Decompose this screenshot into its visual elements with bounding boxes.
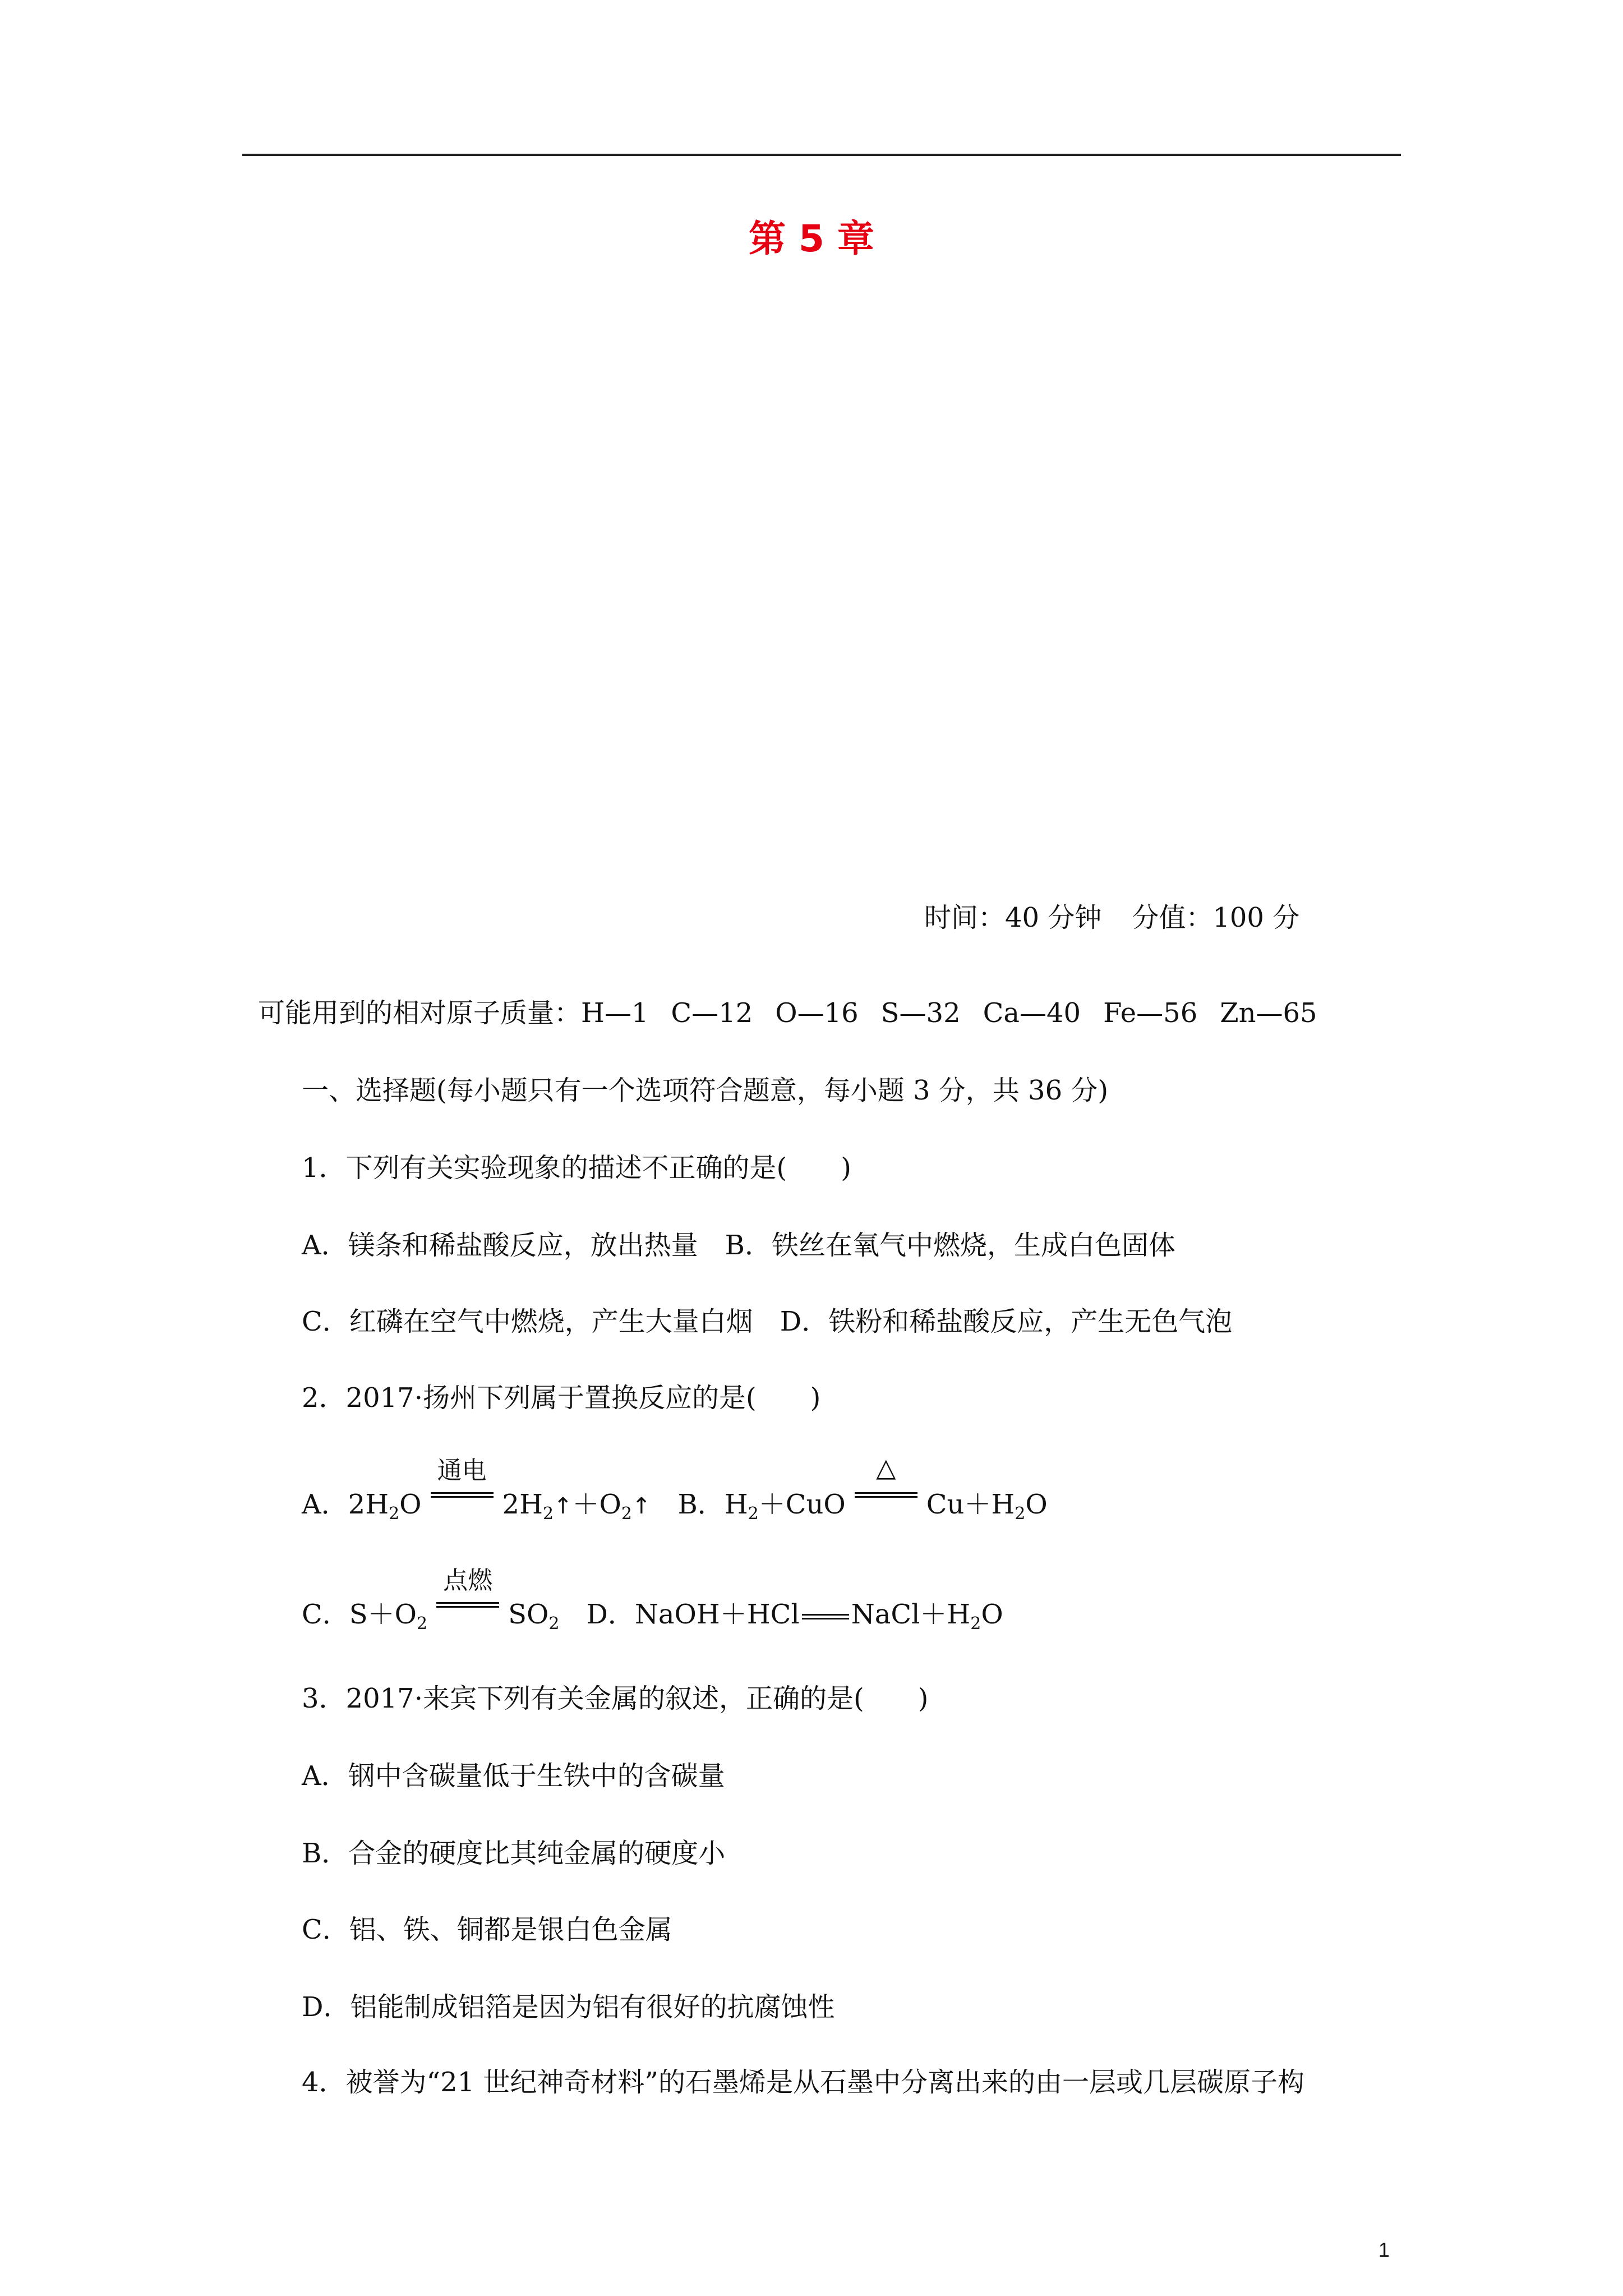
mass-item: S—32 xyxy=(880,997,961,1029)
condition-label: 点燃 xyxy=(443,1566,493,1595)
chapter-title: 第 5 章 xyxy=(749,217,874,260)
section-heading: 一、选择题(每小题只有一个选项符合题意，每小题 3 分，共 36 分) xyxy=(302,1075,1109,1106)
mass-item: O—16 xyxy=(775,997,859,1029)
equals-sign xyxy=(802,1614,849,1619)
header-rule xyxy=(242,154,1401,156)
page-number: 1 xyxy=(1378,2238,1390,2261)
q1-stem: 1．下列有关实验现象的描述不正确的是( ) xyxy=(302,1152,851,1184)
q2-options-cd: C．$S+O_2$ 点燃 $SO_2$ D．NaOH＋HCl $NaCl+H_2O$ xyxy=(302,1588,1003,1642)
equals-sign xyxy=(436,1602,499,1608)
q2-options-ab: A．$2H_2O$ 通电 $2H_2↑+O_2↑$ B．$H_2+CuO$ △ $Cu+H_2O$ xyxy=(302,1478,1048,1532)
atomic-masses xyxy=(258,995,1340,1031)
mass-item: Ca—40 xyxy=(983,997,1081,1029)
q2-option-b-label: B． xyxy=(677,1489,725,1520)
q4-stem: 4．被誉为“21 世纪神奇材料”的石墨烯是从石墨中分离出来的由一层或几层碳原子构 xyxy=(302,2067,1304,2098)
q3-option-c: C．铝、铁、铜都是银白色金属 xyxy=(302,1914,672,1945)
q1-options-ab: A．镁条和稀盐酸反应，放出热量 B．铁丝在氧气中燃烧，生成白色固体 xyxy=(302,1230,1175,1261)
exam-score: 分值：100 分 xyxy=(1132,902,1300,933)
gas-arrow-icon: ↑ xyxy=(554,1493,573,1519)
q2-stem: 2．2017·扬州下列属于置换反应的是( ) xyxy=(302,1382,821,1414)
condition-label: 通电 xyxy=(437,1456,487,1485)
exam-info xyxy=(924,900,1299,936)
equals-sign xyxy=(431,1492,494,1498)
q3-option-d: D．铝能制成铝箔是因为铝有很好的抗腐蚀性 xyxy=(302,1991,835,2023)
mass-item: Fe—56 xyxy=(1103,997,1198,1029)
heat-symbol: △ xyxy=(876,1452,896,1483)
q3-option-b: B．合金的硬度比其纯金属的硬度小 xyxy=(302,1838,726,1869)
equals-sign xyxy=(855,1492,917,1498)
reaction-condition xyxy=(855,1452,917,1513)
exam-time: 时间：40 分钟 xyxy=(924,902,1102,933)
reaction-condition xyxy=(436,1566,499,1623)
q2-option-c-label: C． xyxy=(302,1599,349,1630)
q3-stem: 3．2017·来宾下列有关金属的叙述，正确的是( ) xyxy=(302,1683,929,1714)
mass-item: Zn—65 xyxy=(1220,997,1317,1029)
mass-item: C—12 xyxy=(671,997,753,1029)
q2-option-d-label: D． xyxy=(586,1599,635,1630)
mass-item: H—1 xyxy=(581,997,649,1029)
q2-option-a-label: A． xyxy=(302,1489,348,1520)
atomic-masses-label: 可能用到的相对原子质量： xyxy=(258,997,582,1029)
q1-options-cd: C．红磷在空气中燃烧，产生大量白烟 D．铁粉和稀盐酸反应，产生无色气泡 xyxy=(302,1306,1233,1337)
q3-option-a: A．钢中含碳量低于生铁中的含碳量 xyxy=(302,1760,725,1792)
gas-arrow-icon: ↑ xyxy=(632,1493,651,1519)
reaction-condition xyxy=(431,1456,494,1513)
